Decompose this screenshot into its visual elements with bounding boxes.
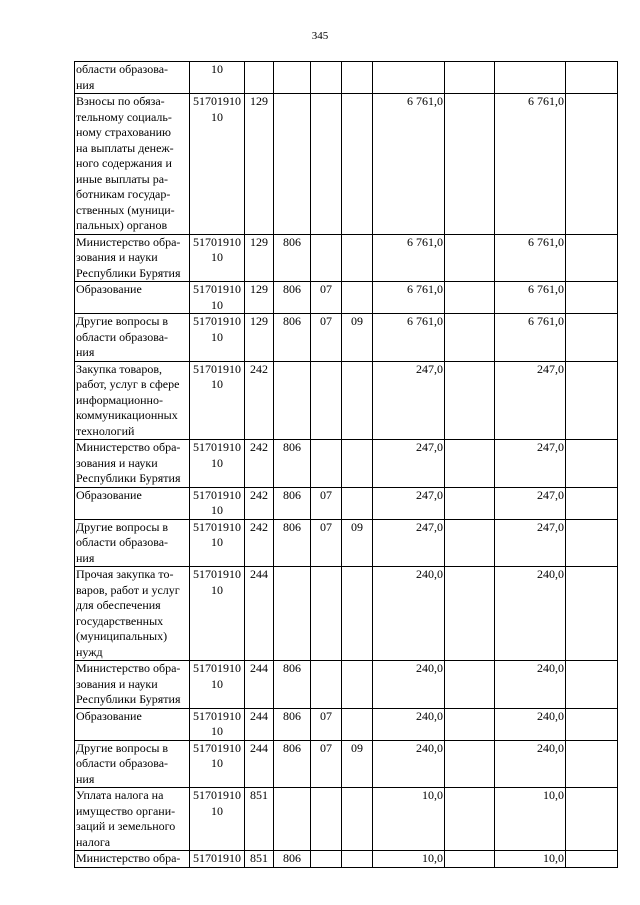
amount-extra-cell [566,661,618,709]
row-name-cell: Министерство обра- зования и науки Республики Бурятия [75,234,190,282]
amount-cell: 240,0 [373,567,445,661]
row-name-cell: Прочая закупка то- варов, работ и услуг для обеспечения государственных (муниципальных) нужд [75,567,190,661]
target-article-code-cell: 51701910 10 [190,740,245,788]
amount-total-cell: 6 761,0 [495,282,566,314]
table-row [75,740,618,788]
expense-type-cell: 244 [245,708,274,740]
row-name-cell: Министерство обра- [75,851,190,868]
amount-extra-cell [566,282,618,314]
amount-extra-cell [445,62,495,94]
amount-total-cell: 240,0 [495,661,566,709]
amount-extra-cell [445,234,495,282]
row-name-cell: Образование [75,487,190,519]
table-row [75,661,618,709]
amount-extra-cell [566,567,618,661]
ministry-code-cell: 806 [274,708,311,740]
subsection-code-cell [342,440,373,488]
amount-cell: 240,0 [373,740,445,788]
amount-total-cell: 247,0 [495,487,566,519]
amount-cell: 247,0 [373,487,445,519]
amount-extra-cell [445,282,495,314]
row-name-cell: Министерство обра- зования и науки Республики Бурятия [75,440,190,488]
ministry-code-cell: 806 [274,487,311,519]
amount-cell: 6 761,0 [373,94,445,235]
amount-extra-cell [445,740,495,788]
section-code-cell: 07 [311,519,342,567]
amount-cell: 6 761,0 [373,234,445,282]
amount-extra-cell [566,94,618,235]
section-code-cell [311,361,342,440]
ministry-code-cell [274,567,311,661]
section-code-cell: 07 [311,708,342,740]
amount-extra-cell [445,708,495,740]
row-name-cell: Другие вопросы в области образова- ния [75,314,190,362]
row-name-cell: Министерство обра- зования и науки Республики Бурятия [75,661,190,709]
amount-total-cell: 247,0 [495,440,566,488]
section-code-cell: 07 [311,314,342,362]
section-code-cell [311,661,342,709]
target-article-code-cell: 51701910 10 [190,487,245,519]
amount-total-cell: 240,0 [495,708,566,740]
target-article-code-cell: 51701910 10 [190,282,245,314]
amount-total-cell: 10,0 [495,788,566,851]
table-row [75,788,618,851]
page-number: 345 [311,30,329,42]
subsection-code-cell [342,361,373,440]
row-name-cell: Образование [75,282,190,314]
amount-extra-cell [566,487,618,519]
budget-table [74,61,618,868]
subsection-code-cell: 09 [342,740,373,788]
amount-extra-cell [566,62,618,94]
amount-total-cell: 247,0 [495,361,566,440]
subsection-code-cell [342,788,373,851]
amount-extra-cell [445,487,495,519]
amount-extra-cell [566,519,618,567]
target-article-code-cell: 51701910 10 [190,234,245,282]
amount-extra-cell [445,361,495,440]
row-name-cell: Закупка товаров, работ, услуг в сфере информационно- коммуникационных технологий [75,361,190,440]
table-row [75,282,618,314]
subsection-code-cell [342,62,373,94]
amount-total-cell: 240,0 [495,567,566,661]
ministry-code-cell [274,788,311,851]
subsection-code-cell [342,94,373,235]
amount-cell: 247,0 [373,440,445,488]
table-row [75,708,618,740]
amount-total-cell: 6 761,0 [495,314,566,362]
table-row [75,314,618,362]
expense-type-cell: 851 [245,788,274,851]
row-name-cell: Другие вопросы в области образова- ния [75,519,190,567]
amount-cell: 6 761,0 [373,282,445,314]
amount-extra-cell [566,361,618,440]
section-code-cell: 07 [311,282,342,314]
subsection-code-cell [342,487,373,519]
table-row [75,519,618,567]
section-code-cell [311,62,342,94]
amount-cell [373,62,445,94]
amount-extra-cell [445,851,495,868]
amount-cell: 240,0 [373,708,445,740]
target-article-code-cell: 51701910 10 [190,440,245,488]
expense-type-cell: 244 [245,661,274,709]
amount-extra-cell [566,788,618,851]
subsection-code-cell [342,851,373,868]
ministry-code-cell: 806 [274,234,311,282]
amount-extra-cell [445,314,495,362]
section-code-cell [311,851,342,868]
target-article-code-cell: 51701910 10 [190,361,245,440]
ministry-code-cell: 806 [274,519,311,567]
amount-cell: 10,0 [373,851,445,868]
row-name-cell: Другие вопросы в области образова- ния [75,740,190,788]
expense-type-cell: 129 [245,234,274,282]
amount-extra-cell [566,440,618,488]
amount-extra-cell [445,94,495,235]
table-row [75,94,618,235]
table-row [75,440,618,488]
amount-cell: 6 761,0 [373,314,445,362]
table-row [75,567,618,661]
subsection-code-cell: 09 [342,519,373,567]
ministry-code-cell: 806 [274,282,311,314]
subsection-code-cell [342,234,373,282]
table-row [75,361,618,440]
amount-extra-cell [445,519,495,567]
ministry-code-cell [274,361,311,440]
table-row [75,487,618,519]
target-article-code-cell: 51701910 10 [190,94,245,235]
row-name-cell: Уплата налога на имущество органи- заций и земельного налога [75,788,190,851]
expense-type-cell: 242 [245,519,274,567]
subsection-code-cell: 09 [342,314,373,362]
table-body [75,62,618,868]
target-article-code-cell: 51701910 10 [190,519,245,567]
amount-extra-cell [566,708,618,740]
amount-extra-cell [566,740,618,788]
amount-total-cell: 6 761,0 [495,234,566,282]
amount-extra-cell [445,440,495,488]
section-code-cell: 07 [311,740,342,788]
row-name-cell: Взносы по обяза- тельному социаль- ному страхованию на выплаты денеж- ного содержания и иные выплаты ра- ботникам государ- ственных (муници- пальных) органов [75,94,190,235]
ministry-code-cell: 806 [274,661,311,709]
expense-type-cell: 242 [245,487,274,519]
table-row [75,62,618,94]
section-code-cell: 07 [311,487,342,519]
target-article-code-cell: 51701910 10 [190,567,245,661]
section-code-cell [311,234,342,282]
amount-total-cell: 10,0 [495,851,566,868]
amount-extra-cell [445,788,495,851]
expense-type-cell: 242 [245,361,274,440]
expense-type-cell: 129 [245,314,274,362]
amount-cell: 247,0 [373,519,445,567]
expense-type-cell: 129 [245,282,274,314]
section-code-cell [311,788,342,851]
amount-extra-cell [445,567,495,661]
subsection-code-cell [342,567,373,661]
amount-total-cell: 6 761,0 [495,94,566,235]
amount-total-cell [495,62,566,94]
row-name-cell: области образова- ния [75,62,190,94]
amount-cell: 240,0 [373,661,445,709]
ministry-code-cell: 806 [274,314,311,362]
table-row [75,851,618,868]
ministry-code-cell: 806 [274,740,311,788]
subsection-code-cell [342,282,373,314]
target-article-code-cell: 51701910 10 [190,314,245,362]
subsection-code-cell [342,708,373,740]
ministry-code-cell: 806 [274,440,311,488]
expense-type-cell [245,62,274,94]
target-article-code-cell: 51701910 10 [190,708,245,740]
section-code-cell [311,567,342,661]
amount-extra-cell [566,851,618,868]
target-article-code-cell: 10 [190,62,245,94]
amount-total-cell: 247,0 [495,519,566,567]
section-code-cell [311,440,342,488]
expense-type-cell: 244 [245,740,274,788]
subsection-code-cell [342,661,373,709]
expense-type-cell: 244 [245,567,274,661]
ministry-code-cell: 806 [274,851,311,868]
target-article-code-cell: 51701910 10 [190,661,245,709]
target-article-code-cell: 51701910 10 [190,788,245,851]
expense-type-cell: 242 [245,440,274,488]
expense-type-cell: 129 [245,94,274,235]
ministry-code-cell [274,94,311,235]
expense-type-cell: 851 [245,851,274,868]
table-row [75,234,618,282]
amount-extra-cell [566,234,618,282]
amount-cell: 10,0 [373,788,445,851]
amount-cell: 247,0 [373,361,445,440]
amount-extra-cell [445,661,495,709]
row-name-cell: Образование [75,708,190,740]
section-code-cell [311,94,342,235]
amount-total-cell: 240,0 [495,740,566,788]
target-article-code-cell: 51701910 [190,851,245,868]
ministry-code-cell [274,62,311,94]
amount-extra-cell [566,314,618,362]
